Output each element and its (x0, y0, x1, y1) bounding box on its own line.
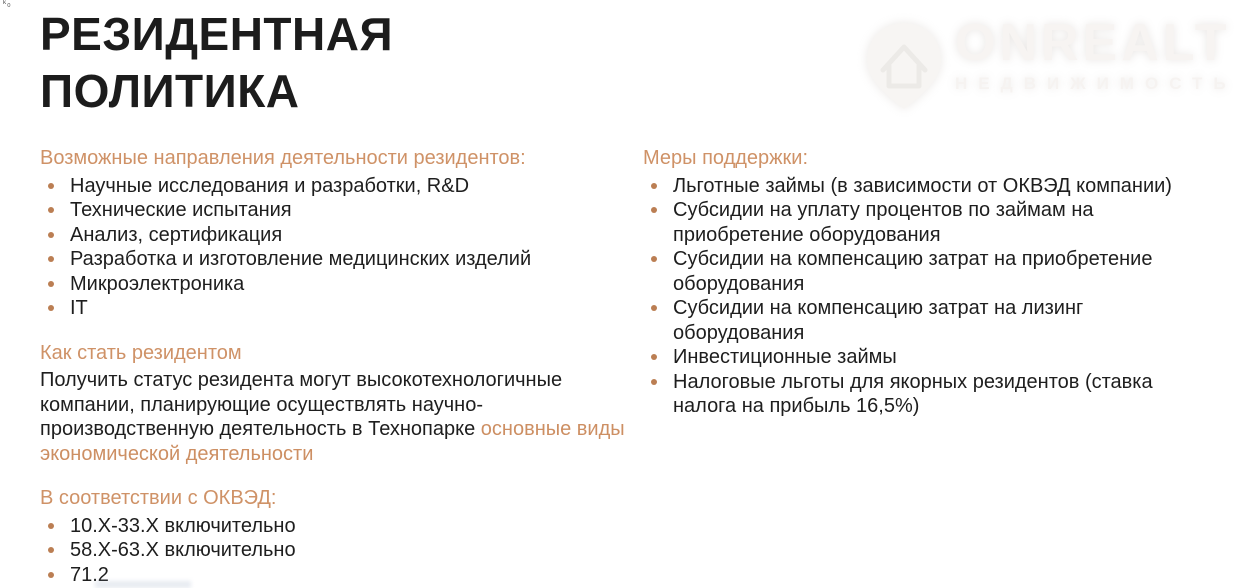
bullet-icon (651, 379, 657, 385)
list-item-label: Разработка и изготовление медицинских изделий (70, 248, 532, 270)
section-how-to-become-resident (40, 341, 632, 467)
bullet-icon (651, 256, 657, 262)
list-item-label: Налоговые льготы для якорных резидентов (ставка налога на прибыль 16,5%) (673, 370, 1153, 417)
logo-text (955, 12, 1237, 94)
bullet-icon (651, 305, 657, 311)
list-item-label: Льготные займы (в зависимости от ОКВЭД компании) (673, 174, 1172, 197)
section-heading-support: Меры поддержки: (643, 147, 809, 169)
list-item (40, 198, 632, 223)
list-item-label: Анализ, сертификация (70, 223, 283, 246)
directions-list (40, 174, 632, 321)
bullet-icon (651, 207, 657, 213)
how-to-text: Получить статус резидента могут высокотехнологичные компании, планирующие осуществлять научно-производственную деятельность в Технопарке (40, 369, 563, 440)
section-heading-okved: В соответствии с ОКВЭД: (40, 487, 277, 509)
logo-brand: ONREALT (955, 14, 1231, 72)
right-column (643, 146, 1220, 419)
list-item (643, 370, 1220, 419)
how-to-paragraph (40, 368, 632, 466)
list-item-label: IT (70, 297, 88, 319)
bullet-icon (48, 232, 54, 238)
list-item (643, 198, 1220, 247)
list-item (40, 296, 632, 321)
support-list (643, 174, 1220, 419)
list-item-label: 71.2 (70, 563, 109, 586)
list-item (40, 514, 632, 539)
list-item (643, 174, 1220, 199)
list-item-label: 58.X-63.X включительно (70, 539, 296, 561)
bullet-icon (48, 281, 54, 287)
list-item (40, 538, 632, 563)
bullet-icon (48, 547, 54, 553)
section-okved (40, 486, 632, 587)
list-item-label: Микроэлектроника (70, 272, 245, 295)
logo-tagline: НЕДВИЖИМОСТЬ (955, 74, 1237, 93)
bottom-edge-artifact (95, 581, 191, 588)
house-pin-icon (865, 22, 943, 110)
bullet-icon (651, 183, 657, 189)
bullet-icon (48, 572, 54, 578)
list-item-label: Субсидии на компенсацию затрат на лизинг оборудования (673, 297, 1084, 344)
bullet-icon (48, 183, 54, 189)
list-item-label: Субсидии на уплату процентов по займам на приобретение оборудования (673, 199, 1094, 246)
page-title (40, 6, 393, 120)
list-item (643, 296, 1220, 345)
page-title-line1: РЕЗИДЕНТНАЯ (40, 8, 394, 60)
list-item (40, 272, 632, 297)
bullet-icon (48, 256, 54, 262)
bullet-icon (48, 207, 54, 213)
list-item-label: 10.X-33.X включительно (70, 514, 296, 537)
list-item-label: Инвестиционные займы (673, 346, 897, 368)
okved-activities-link[interactable]: основные виды экономической деятельности (40, 418, 625, 465)
list-item (643, 345, 1220, 370)
section-directions (40, 146, 632, 321)
page-title-line2: ПОЛИТИКА (40, 65, 300, 117)
section-heading-how-to: Как стать резидентом (40, 341, 242, 364)
list-item-label: Научные исследования и разработки, R&D (70, 174, 470, 197)
bullet-icon (651, 354, 657, 360)
onrealt-watermark-logo (865, 12, 1237, 110)
list-item-label: Технические испытания (70, 199, 292, 221)
list-item-label: Субсидии на компенсацию затрат на приобретение оборудования (673, 248, 1153, 295)
left-column (40, 146, 632, 587)
bullet-icon (48, 305, 54, 311)
list-item (643, 247, 1220, 296)
list-item (40, 247, 632, 272)
section-support-measures (643, 146, 1220, 419)
list-item (40, 223, 632, 248)
okved-list (40, 514, 632, 588)
section-heading-directions: Возможные направления деятельности резидентов: (40, 147, 526, 169)
list-item (40, 174, 632, 199)
corner-artifact: ᵏ₀ (3, 0, 12, 8)
bullet-icon (48, 523, 54, 529)
